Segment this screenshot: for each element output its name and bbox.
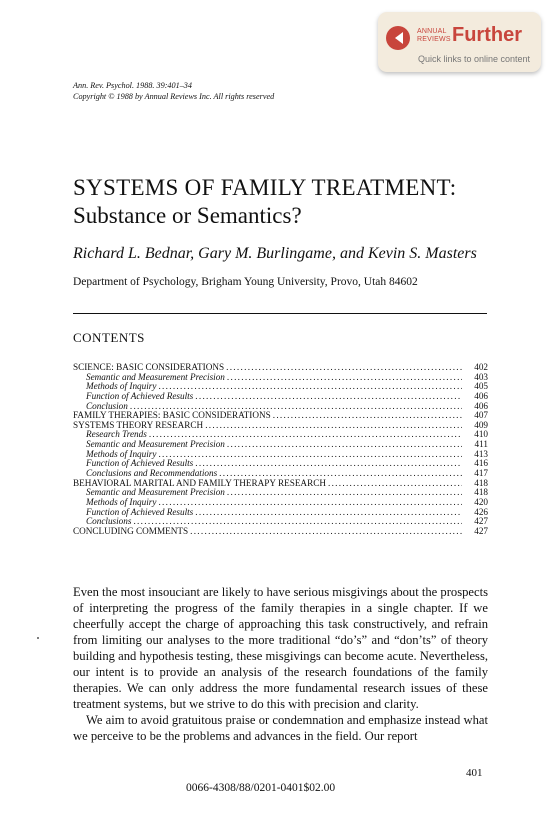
toc-entry-label: SYSTEMS THEORY RESEARCH — [73, 419, 204, 430]
margin-mark — [37, 637, 39, 639]
authors: Richard L. Bednar, Gary M. Burlingame, and Kevin S. Masters — [73, 245, 477, 262]
annual-reviews-logo-icon — [386, 26, 410, 50]
article-title — [73, 174, 456, 230]
citation — [73, 80, 274, 102]
toc-entry-page: 420 — [474, 496, 488, 507]
toc-entry-label: Methods of Inquiry — [86, 448, 157, 459]
toc-entry-page: 405 — [474, 381, 488, 392]
toc-leader-dots — [158, 382, 462, 392]
toc-entry-page: 402 — [474, 362, 488, 372]
toc-entry-page: 410 — [474, 429, 488, 440]
divider — [73, 313, 487, 314]
toc-entry-page: 427 — [474, 516, 488, 527]
toc-entry-page: 427 — [474, 525, 488, 536]
toc-leader-dots — [195, 392, 462, 402]
badge-brand-line2: REVIEWS — [417, 36, 451, 43]
toc-entry-label: Conclusions and Recommendations — [86, 468, 218, 479]
toc-leader-dots — [195, 459, 462, 469]
contents-heading: CONTENTS — [73, 330, 145, 345]
toc-leader-dots — [227, 488, 462, 498]
toc-entry-label: Function of Achieved Results — [86, 390, 194, 401]
toc-leader-dots — [158, 498, 462, 508]
badge-further[interactable]: Further — [452, 24, 522, 46]
toc-entry-label: Function of Achieved Results — [86, 458, 194, 469]
toc-entry — [73, 392, 488, 402]
title-line2: Substance or Semantics? — [73, 203, 302, 228]
toc-leader-dots — [195, 508, 462, 518]
toc-entry-page: 406 — [474, 390, 488, 401]
toc-leader-dots — [190, 527, 462, 537]
toc-entry-label: Semantic and Measurement Precision — [86, 371, 225, 382]
toc-entry-page: 407 — [474, 410, 488, 421]
toc-entry-page: 406 — [474, 400, 488, 411]
toc-entry-page: 411 — [474, 439, 488, 450]
toc-leader-dots — [227, 440, 462, 450]
toc-entry-page: 418 — [474, 477, 488, 488]
toc-entry-label: BEHAVIORAL MARITAL AND FAMILY THERAPY RESEARCH — [73, 477, 326, 488]
toc-leader-dots — [273, 411, 462, 421]
toc-entry-page: 403 — [474, 371, 488, 382]
paragraph-1: Even the most insouciant are likely to have serious misgivings about the prospects of interpreting the progress of the family therapies in a single chapter. If we cheerfully accept the charge of approaching this task constructively, and refrain from limiting our analyses to the more traditional “do’s” and “don’ts” of theory building and hypothesis testing, these misgivings can become acute. Nevertheless, our intent is to provide an analysis of the research foundations of the family therapies. We can only address the more fundamental research issues of these treatment systems, but we strive to do this with precision and clarity. — [73, 585, 488, 711]
toc-entry-page: 413 — [474, 448, 488, 459]
toc-entry-page: 416 — [474, 458, 488, 469]
toc-entry-label: CONCLUDING COMMENTS — [73, 525, 189, 536]
toc-entry-label: Semantic and Measurement Precision — [86, 439, 225, 450]
toc-entry-page: 409 — [474, 419, 488, 430]
toc-leader-dots — [227, 373, 462, 383]
toc-entry-label: Semantic and Measurement Precision — [86, 487, 225, 498]
toc-entry-label: Conclusions — [86, 516, 132, 527]
further-badge[interactable] — [378, 12, 541, 72]
toc-entry-label: Research Trends — [86, 429, 147, 440]
badge-brand — [417, 28, 451, 44]
toc-leader-dots — [158, 450, 462, 460]
paragraph-2: We aim to avoid gratuitous praise or condemnation and emphasize instead what we perceive to be the problems and advances in the field. Our report — [73, 713, 488, 743]
toc-entry-label: SCIENCE: BASIC CONSIDERATIONS — [73, 362, 225, 372]
price-code: 0066-4308/88/0201-0401$02.00 — [186, 782, 336, 794]
badge-subtitle[interactable]: Quick links to online content — [418, 54, 531, 64]
department: Department of Psychology, Brigham Young University, Provo, Utah 84602 — [73, 276, 418, 288]
toc-entry-label: Methods of Inquiry — [86, 496, 157, 507]
toc-entry-label: Methods of Inquiry — [86, 381, 157, 392]
toc-leader-dots — [205, 421, 462, 431]
toc-entry-page: 426 — [474, 506, 488, 517]
page-number: 401 — [466, 767, 483, 779]
toc-entry-label: FAMILY THERAPIES: BASIC CONSIDERATIONS — [73, 410, 271, 421]
title-line1: SYSTEMS OF FAMILY TREATMENT: — [73, 175, 457, 200]
citation-line1: Ann. Rev. Psychol. 1988. 39:401–34 — [73, 81, 192, 90]
toc-entry — [73, 527, 488, 537]
toc-leader-dots — [328, 479, 462, 489]
citation-line2: Copyright © 1988 by Annual Reviews Inc. All rights reserved — [73, 92, 275, 101]
toc-entry — [73, 508, 488, 518]
badge-brand-line1: ANNUAL — [417, 28, 447, 35]
toc-entry-label: Function of Achieved Results — [86, 506, 194, 517]
toc-entry-label: Conclusion — [86, 400, 128, 411]
table-of-contents — [73, 363, 488, 537]
toc-entry-page: 417 — [474, 468, 488, 479]
toc-leader-dots — [226, 363, 462, 373]
toc-entry-page: 418 — [474, 487, 488, 498]
body-text — [73, 584, 488, 744]
